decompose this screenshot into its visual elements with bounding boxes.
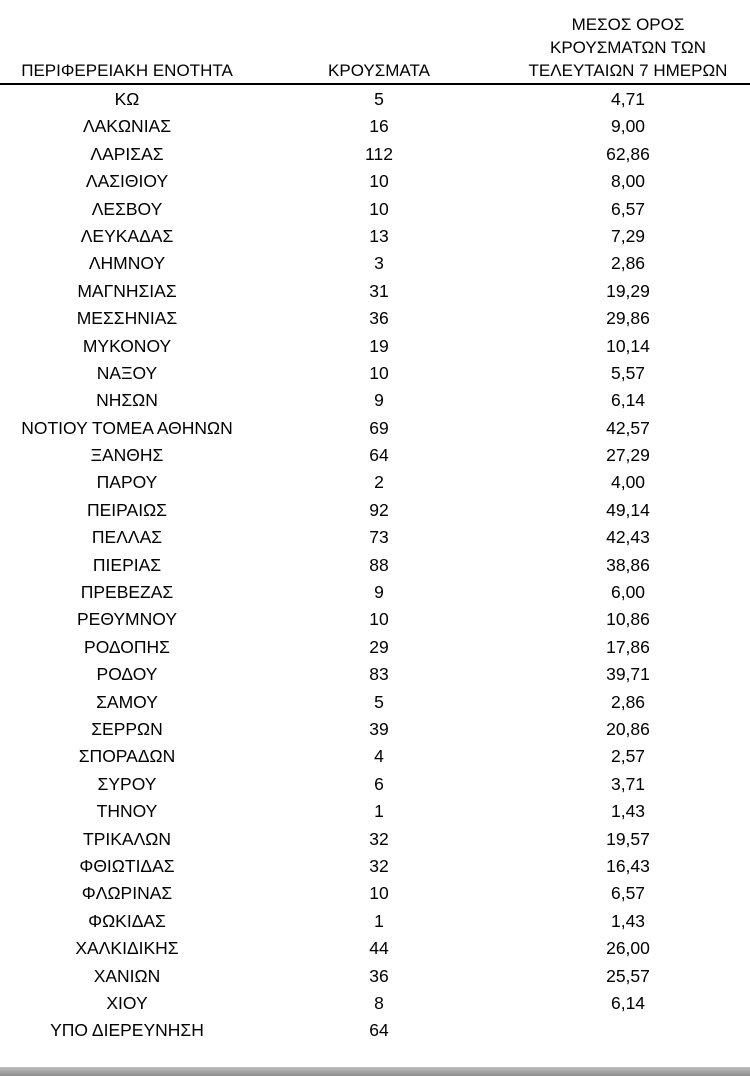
region-cell: ΤΗΝΟΥ [96,801,158,822]
average-cell: 29,86 [606,308,650,329]
region-cell: ΣΥΡΟΥ [97,773,157,794]
cases-cell: 83 [369,664,389,685]
table-row [0,1017,750,1044]
cases-cell: 1 [374,910,384,931]
cases-cell: 2 [374,472,384,493]
cases-cell: 10 [369,609,389,630]
average-cell: 6,00 [610,582,646,603]
column-header-average-line-2: ΚΡΟΥΣΜΑΤΩΝ ΤΩΝ [550,38,706,57]
cases-cell: 39 [369,718,389,739]
region-cell: ΣΕΡΡΩΝ [91,718,163,739]
table-row [0,689,750,716]
column-header-average-line-1: ΜΕΣΟΣ ΟΡΟΣ [571,15,685,34]
table-row [0,990,750,1017]
region-cell: ΤΡΙΚΑΛΩΝ [83,828,171,849]
cases-cell: 1 [374,801,384,822]
region-cell: ΛΑΣΙΘΙΟΥ [85,171,169,192]
column-header-average [508,13,748,82]
region-cell: ΜΕΣΣΗΝΙΑΣ [76,308,178,329]
cases-cell: 5 [374,691,384,712]
average-cell: 4,71 [610,89,646,109]
region-cell: ΛΑΚΩΝΙΑΣ [82,116,172,137]
cases-cell: 19 [369,335,389,356]
average-cell: 6,57 [610,198,646,219]
header-divider [0,83,750,85]
average-cell: 6,57 [610,883,646,904]
region-cell: ΛΑΡΙΣΑΣ [90,143,164,164]
table-row [0,113,750,140]
cases-cell: 4 [374,746,384,767]
region-cell: ΝΗΣΩΝ [96,390,158,411]
average-cell: 16,43 [606,855,650,876]
region-cell: ΧΙΟΥ [106,992,148,1013]
cases-cell: 31 [369,280,389,301]
average-cell: 17,86 [606,636,650,657]
table-row [0,935,750,962]
table-row [0,880,750,907]
cases-cell: 8 [374,992,384,1013]
average-cell: 26,00 [606,938,650,959]
column-header-region: ΠΕΡΙΦΕΡΕΙΑΚΗ ΕΝΟΤΗΤΑ [21,61,233,80]
region-cell: ΜΥΚΟΝΟΥ [82,335,172,356]
average-cell: 5,57 [610,362,646,383]
table-body [0,86,750,1045]
cases-cell: 64 [369,1020,389,1041]
region-cell: ΥΠΟ ΔΙΕΡΕΥΝΗΣΗ [50,1020,204,1041]
region-cell: ΧΑΛΚΙΔΙΚΗΣ [75,938,179,959]
table-row [0,798,750,825]
cases-cell: 36 [369,308,389,329]
average-cell: 10,14 [606,335,650,356]
cases-cell: 13 [369,225,389,246]
average-cell: 27,29 [606,445,650,466]
cases-cell: 6 [374,773,384,794]
average-cell: 2,57 [610,746,646,767]
average-cell: 20,86 [606,718,650,739]
table-row [0,497,750,524]
cases-cell: 112 [365,143,393,164]
table-row [0,908,750,935]
average-cell: 25,57 [606,965,650,986]
bottom-edge-bar [0,1067,750,1076]
table-row [0,826,750,853]
region-cell: ΛΕΥΚΑΔΑΣ [80,225,174,246]
table-row [0,743,750,770]
region-cell: ΝΟΤΙΟΥ ΤΟΜΕΑ ΑΘΗΝΩΝ [21,417,233,438]
region-cell: ΜΑΓΝΗΣΙΑΣ [77,280,177,301]
table-row [0,963,750,990]
cases-cell: 9 [374,582,384,603]
cases-cell: 10 [369,198,389,219]
region-cell: ΣΑΜΟΥ [96,691,158,712]
average-cell: 1,43 [610,910,646,931]
region-cell: ΦΩΚΙΔΑΣ [88,910,166,931]
table-row [0,196,750,223]
table-row [0,634,750,661]
table-row [0,250,750,277]
cases-cell: 10 [369,362,389,383]
cases-cell: 5 [374,89,384,109]
region-cell: ΠΡΕΒΕΖΑΣ [80,582,174,603]
region-cell: ΠΕΙΡΑΙΩΣ [87,499,167,520]
average-cell: 42,57 [606,417,650,438]
average-cell: 49,14 [606,499,650,520]
average-cell: 8,00 [610,171,646,192]
table-row [0,278,750,305]
cases-cell: 64 [369,445,389,466]
cases-cell: 69 [369,417,389,438]
table-row [0,86,750,113]
table-header [0,0,750,84]
table-row [0,771,750,798]
average-cell: 38,86 [606,554,650,575]
region-cell: ΚΩ [114,89,140,109]
average-cell: 19,57 [606,828,650,849]
table-row [0,469,750,496]
region-cell: ΦΘΙΩΤΙΔΑΣ [79,855,175,876]
table-row [0,333,750,360]
region-cell: ΡΟΔΟΥ [96,664,158,685]
cases-cell: 10 [369,171,389,192]
region-cell: ΣΠΟΡΑΔΩΝ [78,746,176,767]
table-row [0,524,750,551]
cases-cell: 73 [369,527,389,548]
cases-cell: 32 [369,855,389,876]
average-cell: 10,86 [606,609,650,630]
cases-cell: 9 [374,390,384,411]
table-row [0,442,750,469]
average-cell: 19,29 [606,280,650,301]
cases-cell: 3 [374,253,384,274]
column-header-cases: ΚΡΟΥΣΜΑΤΑ [328,61,430,80]
table-row [0,716,750,743]
average-cell: 2,86 [610,253,646,274]
region-cell: ΛΕΣΒΟΥ [91,198,163,219]
average-cell: 4,00 [610,472,646,493]
average-cell: 3,71 [610,773,646,794]
region-cell: ΞΑΝΘΗΣ [90,445,164,466]
average-cell: 39,71 [606,664,650,685]
average-cell: 6,14 [610,992,646,1013]
cases-cell: 92 [369,499,389,520]
region-cell: ΧΑΝΙΩΝ [93,965,161,986]
average-cell: 6,14 [610,390,646,411]
table-row [0,415,750,442]
table-row [0,579,750,606]
region-cell: ΦΛΩΡΙΝΑΣ [81,883,173,904]
cases-cell: 36 [369,965,389,986]
table-row [0,141,750,168]
table-row [0,853,750,880]
average-cell: 42,43 [606,527,650,548]
region-cell: ΡΕΘΥΜΝΟΥ [76,609,177,630]
average-cell: 62,86 [606,143,650,164]
region-cell: ΠΑΡΟΥ [96,472,158,493]
region-cell: ΠΙΕΡΙΑΣ [92,554,162,575]
cases-cell: 88 [369,554,389,575]
table-row [0,305,750,332]
region-cell: ΝΑΞΟΥ [96,362,158,383]
table-row [0,360,750,387]
table-row [0,223,750,250]
cases-cell: 29 [369,636,389,657]
average-cell: 2,86 [610,691,646,712]
table-row [0,168,750,195]
average-cell: 1,43 [610,801,646,822]
region-cell: ΠΕΛΛΑΣ [91,527,163,548]
cases-cell: 44 [369,938,389,959]
average-cell: 7,29 [610,225,646,246]
column-header-average-line-3: ΤΕΛΕΥΤΑΙΩΝ 7 ΗΜΕΡΩΝ [528,61,728,80]
cases-cell: 16 [369,116,389,137]
region-cell: ΡΟΔΟΠΗΣ [84,636,170,657]
cases-cell: 10 [369,883,389,904]
average-cell: 9,00 [610,116,646,137]
cases-cell: 32 [369,828,389,849]
table-row [0,552,750,579]
table-row [0,661,750,688]
region-cell: ΛΗΜΝΟΥ [88,253,166,274]
table-row [0,387,750,414]
table-row [0,606,750,633]
